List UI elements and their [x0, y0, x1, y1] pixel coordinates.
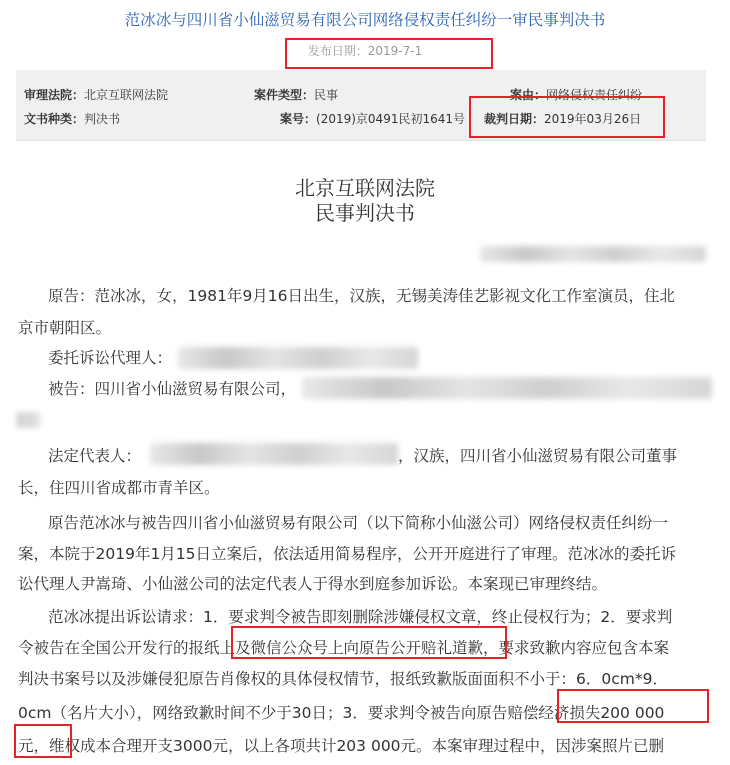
doc-type-field: 文书种类：判决书 — [24, 112, 121, 126]
paragraph-line: 原告范冰冰与被告四川省小仙滋贸易有限公司（以下简称小仙滋公司）网络侵权责任纠纷一 — [48, 514, 669, 532]
paragraph-line: 京市朝阳区。 — [18, 319, 112, 337]
paragraph-line: 原告：范冰冰，女，1981年9月16日出生，汉族，无锡美涛佳艺影视文化工作室演员，住北 — [48, 287, 676, 305]
redacted-area — [480, 246, 706, 262]
judgment-heading: 民事判决书 — [315, 201, 415, 225]
paragraph-line: 法定代表人： — [48, 447, 142, 465]
publish-date: 发布日期：2019-7-1 — [307, 44, 423, 58]
document-title[interactable]: 范冰冰与四川省小仙滋贸易有限公司网络侵权责任纠纷一审民事判决书 — [124, 11, 606, 29]
redacted-area — [16, 412, 40, 428]
paragraph-line: 案，本院于2019年1月15日立案后，依法适用简易程序，公开开庭进行了审理。范冰冰的委托诉 — [18, 545, 677, 563]
paragraph-line: 范冰冰提出诉讼请求：1．要求判令被告即刻删除涉嫌侵权文章，终止侵权行为；2．要求判 — [48, 608, 673, 626]
highlight-box-damages — [557, 689, 709, 723]
paragraph-line: 被告：四川省小仙滋贸易有限公司， — [48, 380, 297, 398]
paragraph-line: 令被告在全国公开发行的报纸上及微信公众号上向原告公开赔礼道歉，要求致歉内容应包含本案 — [18, 639, 670, 657]
redacted-area — [178, 347, 418, 369]
case-number-field: 案号：(2019)京0491民初1641号 — [280, 112, 465, 126]
paragraph-line: ，汉族，四川省小仙滋贸易有限公司董事 — [398, 447, 678, 465]
highlight-box-judgment-date — [469, 96, 665, 138]
highlight-box-damages-cont — [14, 724, 72, 758]
paragraph-line: 0cm（名片大小），网络致歉时间不少于30日；3．要求判令被告向原告赔偿经济损失200 000 — [18, 704, 665, 722]
judgment-date-field: 裁判日期：2019年03月26日 — [484, 110, 649, 127]
paragraph-line: 长，住四川省成都市青羊区。 — [18, 479, 220, 497]
paragraph-line: 元，维权成本合理开支3000元，以上各项共计203 000元。本案审理过程中，因涉案照片已删 — [18, 737, 665, 755]
paragraph-line: 委托诉讼代理人： — [48, 349, 173, 367]
paragraph-line: 讼代理人尹嵩琦、小仙滋公司的法定代表人于得水到庭参加诉讼。本案现已审理终结。 — [18, 575, 608, 593]
paragraph-line: 判决书案号以及涉嫌侵犯原告肖像权的具体侵权情节，报纸致歉版面面积不小于：6．0cm*9． — [18, 670, 668, 688]
highlight-box-apology — [231, 626, 507, 659]
court-field: 审理法院：北京互联网法院 — [24, 88, 169, 102]
court-heading: 北京互联网法院 — [295, 176, 435, 200]
case-type-field: 案件类型：民事 — [254, 88, 339, 102]
highlight-box-publish-date — [285, 38, 493, 69]
cause-field: 案由：网络侵权责任纠纷 — [510, 88, 643, 102]
redacted-area — [150, 443, 398, 465]
redacted-area — [302, 377, 712, 399]
